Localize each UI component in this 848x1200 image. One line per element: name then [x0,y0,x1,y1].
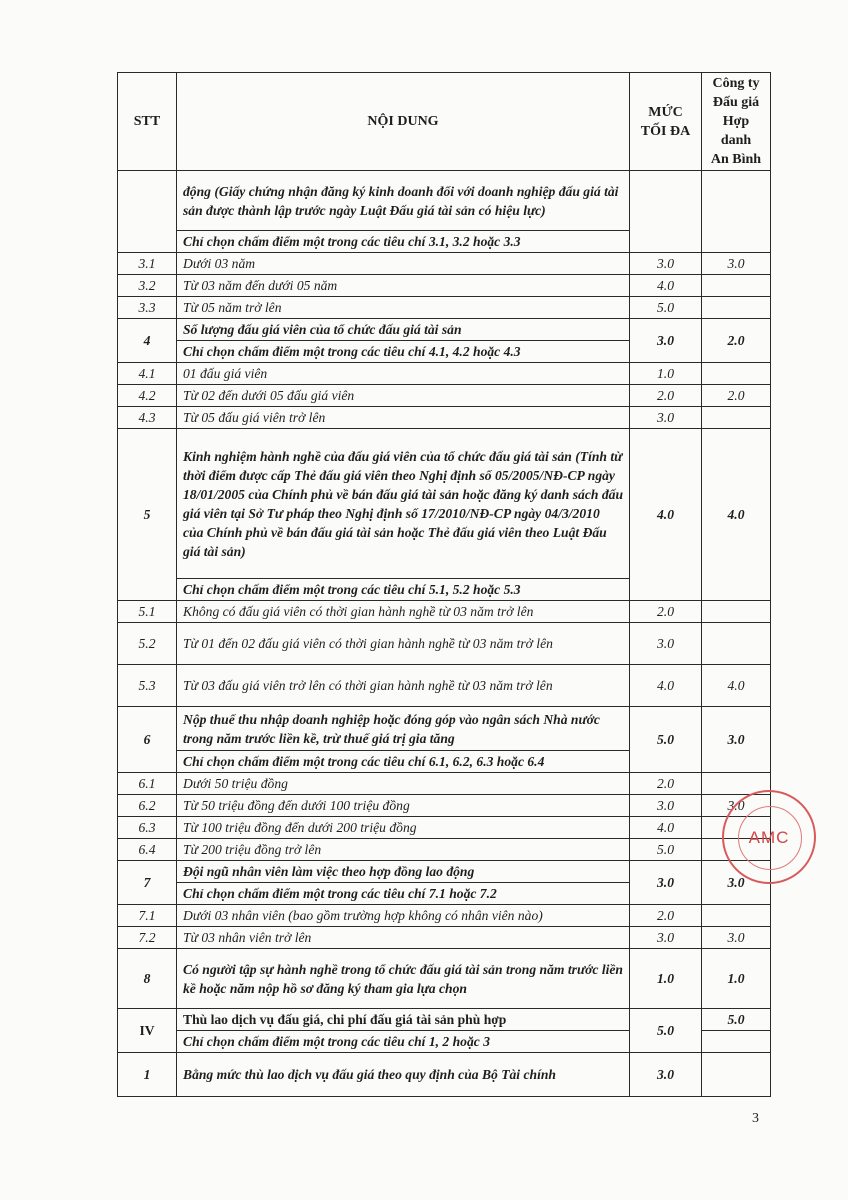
row-content: Không có đấu giá viên có thời gian hành nghề từ 03 năm trở lên [177,601,630,623]
page-number: 3 [752,1111,759,1126]
row-content: 01 đấu giá viên [177,363,630,385]
row-content: Từ 01 đến 02 đấu giá viên có thời gian hành nghề từ 03 năm trở lên [177,623,630,665]
row-max: 3.0 [630,253,702,275]
scoring-criteria-table [117,72,771,1097]
header-company-line1: Công ty [712,76,760,91]
row-content: Từ 100 triệu đồng đến dưới 200 triệu đồng [177,817,630,839]
row-stt [118,171,177,253]
row-note: Chỉ chọn chấm điểm một trong các tiêu chí 1, 2 hoặc 3 [177,1031,630,1053]
row-company [702,407,771,429]
row-max: 3.0 [630,319,702,363]
table-row [118,905,771,927]
table-row [118,707,771,751]
header-company-line4: An Bình [710,152,762,167]
table-row [118,319,771,341]
row-company-empty [702,1031,771,1053]
row-max: 3.0 [630,795,702,817]
row-note: Chỉ chọn chấm điểm một trong các tiêu chí 5.1, 5.2 hoặc 5.3 [177,579,630,601]
header-content: NỘI DUNG [177,73,630,171]
row-content: Dưới 50 triệu đồng [177,773,630,795]
row-stt: 5.3 [118,665,177,707]
row-stt: 4.2 [118,385,177,407]
header-max-line1: MỨC [648,104,683,120]
row-stt: 4.3 [118,407,177,429]
table-row [118,927,771,949]
row-company [702,905,771,927]
row-max: 5.0 [630,707,702,773]
row-content: Từ 200 triệu đồng trở lên [177,839,630,861]
header-company-line2: Đấu giá [712,95,760,110]
table-row [118,297,771,319]
row-company [702,275,771,297]
row-max: 2.0 [630,385,702,407]
row-content: Bằng mức thù lao dịch vụ đấu giá theo quy định của Bộ Tài chính [177,1053,630,1097]
row-company [702,601,771,623]
row-max: 5.0 [630,839,702,861]
row-content: Thù lao dịch vụ đấu giá, chi phí đấu giá tài sản phù hợp [177,1009,630,1031]
row-max: 3.0 [630,407,702,429]
row-company [702,623,771,665]
row-content: Từ 03 đấu giá viên trở lên có thời gian hành nghề từ 03 năm trở lên [177,665,630,707]
row-stt: 3.1 [118,253,177,275]
row-note: Chỉ chọn chấm điểm một trong các tiêu chí 3.1, 3.2 hoặc 3.3 [177,231,630,253]
row-note: Chỉ chọn chấm điểm một trong các tiêu chí 6.1, 6.2, 6.3 hoặc 6.4 [177,751,630,773]
row-company: 3.0 [702,927,771,949]
row-max: 1.0 [630,949,702,1009]
row-stt: 6 [118,707,177,773]
row-company: 5.0 [702,1009,771,1031]
row-content: Có người tập sự hành nghề trong tổ chức đấu giá tài sản trong năm trước liền kề hoặc năm nộp hồ sơ đăng ký tham gia lựa chọn [177,949,630,1009]
row-company: 2.0 [702,319,771,363]
header-company [702,73,771,171]
row-company: 3.0 [702,795,771,817]
row-company: 4.0 [702,665,771,707]
table-row [118,1053,771,1097]
row-stt: 3.2 [118,275,177,297]
table-row [118,601,771,623]
table-row [118,1009,771,1031]
row-stt: 7.2 [118,927,177,949]
table-row [118,253,771,275]
row-max [630,171,702,253]
row-max: 2.0 [630,905,702,927]
header-max-score [630,73,702,171]
row-content: Từ 05 năm trở lên [177,297,630,319]
criteria-table-container [117,72,770,1097]
row-content: Từ 02 đến dưới 05 đấu giá viên [177,385,630,407]
header-company-line3: Hợp danh [720,114,752,148]
row-stt: 4.1 [118,363,177,385]
table-row [118,861,771,883]
row-stt: 7.1 [118,905,177,927]
row-stt: 6.3 [118,817,177,839]
row-content: Số lượng đấu giá viên của tổ chức đấu giá tài sản [177,319,630,341]
row-max: 4.0 [630,665,702,707]
header-stt: STT [118,73,177,171]
company-seal-stamp [722,790,816,884]
table-row [118,429,771,579]
table-row [118,949,771,1009]
row-stt: 7 [118,861,177,905]
row-max: 3.0 [630,861,702,905]
row-company [702,171,771,253]
row-max: 4.0 [630,429,702,601]
row-company: 2.0 [702,385,771,407]
table-row [118,275,771,297]
row-company: 3.0 [702,861,771,905]
row-stt: 6.4 [118,839,177,861]
row-stt: 6.2 [118,795,177,817]
row-company: 3.0 [702,707,771,773]
row-stt: 5.1 [118,601,177,623]
row-stt: 4 [118,319,177,363]
row-company [702,297,771,319]
row-note: Chỉ chọn chấm điểm một trong các tiêu chí 7.1 hoặc 7.2 [177,883,630,905]
row-content: Từ 05 đấu giá viên trở lên [177,407,630,429]
table-row [118,407,771,429]
table-row [118,795,771,817]
row-content: động (Giấy chứng nhận đăng ký kinh doanh đối với doanh nghiệp đấu giá tài sản được thành lập trước ngày Luật Đấu giá tài sản có hiệu lực) [177,171,630,231]
row-content: Từ 50 triệu đồng đến dưới 100 triệu đồng [177,795,630,817]
row-note: Chỉ chọn chấm điểm một trong các tiêu chí 4.1, 4.2 hoặc 4.3 [177,341,630,363]
row-max: 5.0 [630,1009,702,1053]
table-row [118,363,771,385]
row-stt: 1 [118,1053,177,1097]
row-max: 3.0 [630,623,702,665]
table-row [118,623,771,665]
row-content: Từ 03 năm đến dưới 05 năm [177,275,630,297]
row-max: 2.0 [630,601,702,623]
row-stt: IV [118,1009,177,1053]
table-row [118,385,771,407]
row-max: 2.0 [630,773,702,795]
row-max: 3.0 [630,927,702,949]
table-row [118,665,771,707]
row-content: Từ 03 nhân viên trở lên [177,927,630,949]
row-company [702,1053,771,1097]
row-max: 3.0 [630,1053,702,1097]
row-company: 1.0 [702,949,771,1009]
row-content: Dưới 03 năm [177,253,630,275]
row-content: Dưới 03 nhân viên (bao gồm trường hợp không có nhân viên nào) [177,905,630,927]
table-row [118,171,771,231]
row-stt: 5 [118,429,177,601]
table-row [118,817,771,839]
row-stt: 5.2 [118,623,177,665]
row-max: 4.0 [630,817,702,839]
table-row [118,773,771,795]
row-max: 4.0 [630,275,702,297]
row-stt: 3.3 [118,297,177,319]
row-content: Đội ngũ nhân viên làm việc theo hợp đồng lao động [177,861,630,883]
header-max-line2: TỐI ĐA [640,123,691,139]
row-stt: 8 [118,949,177,1009]
row-stt: 6.1 [118,773,177,795]
row-content: Kinh nghiệm hành nghề của đấu giá viên của tổ chức đấu giá tài sản (Tính từ thời điểm được cấp Thẻ đấu giá viên theo Nghị định số 05/2005/NĐ-CP ngày 18/01/2005 của Chính phủ về bán đấu giá tài sản hoặc đăng ký danh sách đấu giá viên tại Sở Tư pháp theo Nghị định số 17/2010/NĐ-CP ngày 04/3/2010 của Chính phủ về bán đấu giá tài sản hoặc Thẻ đấu giá viên theo Luật Đấu giá tài sản) [177,429,630,579]
row-company: 4.0 [702,429,771,601]
stamp-logo: AMC [748,828,790,847]
row-company [702,363,771,385]
row-company: 3.0 [702,253,771,275]
row-max: 1.0 [630,363,702,385]
table-row [118,839,771,861]
table-header-row [118,73,771,171]
row-max: 5.0 [630,297,702,319]
row-content: Nộp thuế thu nhập doanh nghiệp hoặc đóng góp vào ngân sách Nhà nước trong năm trước liền kề, trừ thuế giá trị gia tăng [177,707,630,751]
